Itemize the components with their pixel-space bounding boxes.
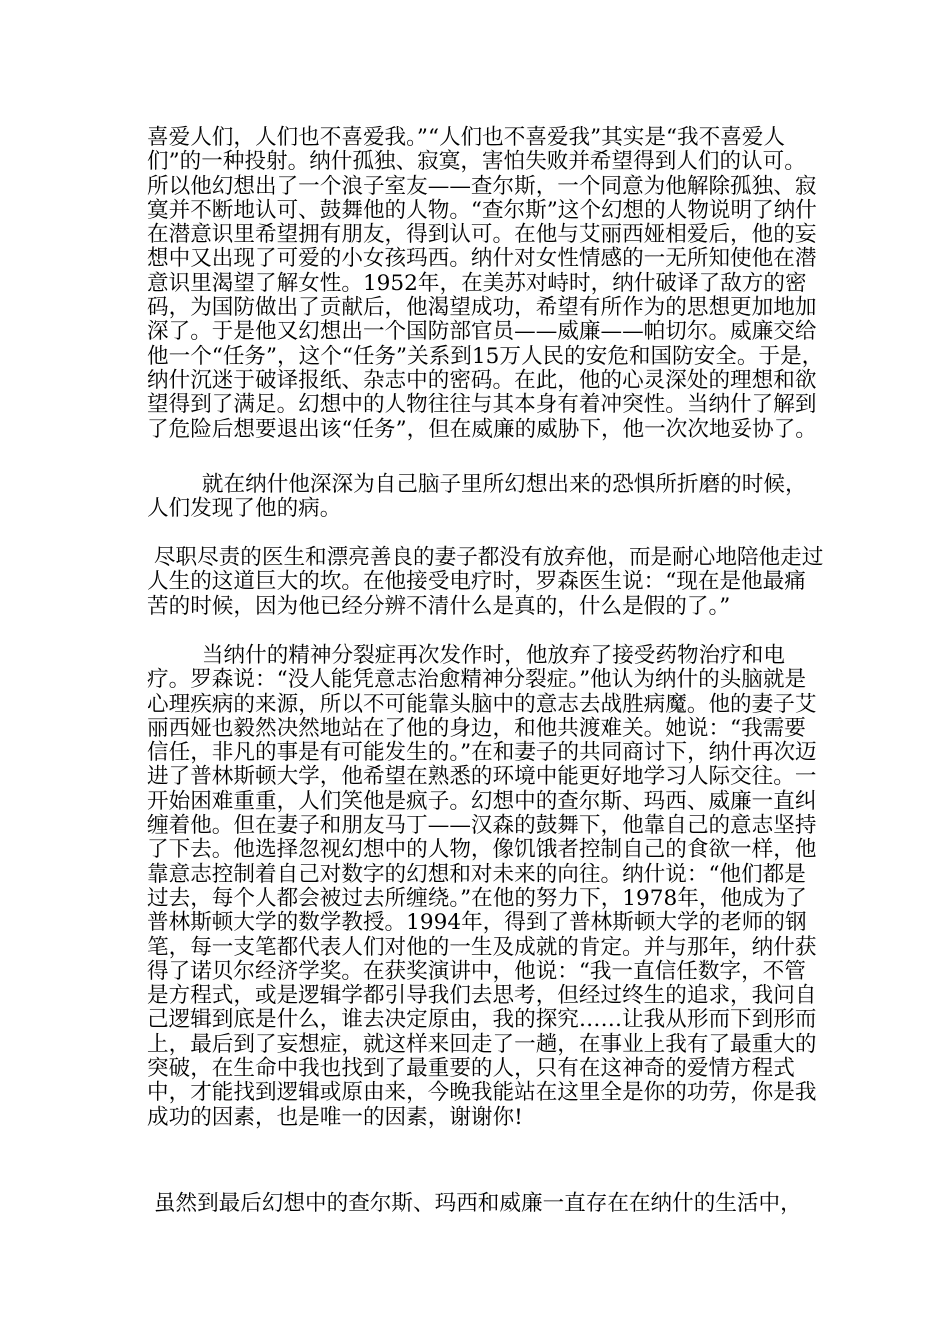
paragraph-illness-discovered: 就在纳什他深深为自己脑子里所幻想出来的恐惧所折磨的时候，人们发现了他的病。 xyxy=(147,472,807,522)
paragraph-doctor-and-wife: 尽职尽责的医生和漂亮善良的妻子都没有放弃他，而是耐心地陪他走过人生的这道巨大的坎。在他接受电疗时，罗森医生说：“现在是他最痛苦的时候，因为他已经分辨不清什么是真的，什么是假的了。” xyxy=(147,545,824,619)
paragraph-nash-fantasies: 喜爱人们，人们也不喜爱我。”“人们也不喜爱我”其实是“我不喜爱人们”的一种投射。纳什孤独、寂寞，害怕失败并希望得到人们的认可。所以他幻想出了一个浪子室友——查尔斯，一个同意为他解除孤独、寂寞并不断地认可、鼓舞他的人物。“查尔斯”这个幻想的人物说明了纳什在潜意识里希望拥有朋友，得到认可。在他与艾丽西娅相爱后，他的妄想中又出现了可爱的小女孩玛西。纳什对女性情感的一无所知使他在潜意识里渴望了解女性。1952年，在美苏对峙时，纳什破译了敌方的密码，为国防做出了贡献后，他渴望成功，希望有所作为的思想更加地加深了。于是他又幻想出一个国防部官员——威廉——帕切尔。威廉交给他一个“任务”，这个“任务”关系到15万人民的安危和国防安全。于是，纳什沉迷于破译报纸、杂志中的密码。在此，他的心灵深处的理想和欲望得到了满足。幻想中的人物往往与其本身有着冲突性。当纳什了解到了危险后想要退出该“任务”，但在威廉的威胁下，他一次次地妥协了。 xyxy=(147,125,824,442)
paragraph-recovery-and-nobel: 当纳什的精神分裂症再次发作时，他放弃了接受药物治疗和电疗。罗森说：“没人能凭意志治愈精神分裂症。”他认为纳什的头脑就是心理疾病的来源，所以不可能靠头脑中的意志去战胜病魔。他的妻子艾丽西娅也毅然决然地站在了他的身边，和他共渡难关。她说：“我需要信任，非凡的事是有可能发生的。”在和妻子的共同商讨下，纳什再次迈进了普林斯顿大学，他希望在熟悉的环境中能更好地学习人际交往。一开始困难重重，人们笑他是疯子。幻想中的查尔斯、玛西、威廉一直纠缠着他。但在妻子和朋友马丁——汉森的鼓舞下，他靠自己的意志坚持了下去。他选择忽视幻想中的人物，像饥饿者控制自己的食欲一样，他靠意志控制着自己对数字的幻想和对未来的向往。纳什说：“他们都是过去，每个人都会被过去所缠绕。”在他的努力下，1978年，他成为了普林斯顿大学的数学教授。1994年，得到了普林斯顿大学的老师的钢笔，每一支笔都代表人们对他的一生及成就的肯定。并与那年，纳什获得了诺贝尔经济学奖。在获奖演讲中，他说：“我一直信任数字，不管是方程式，或是逻辑学都引导我们去思考，但经过终生的追求，我问自己逻辑到底是什么，谁去决定原由，我的探究……让我从形而下到形而上，最后到了妄想症，就这样来回走了一趟，在事业上我有了最重大的突破，在生命中我也找到了最重要的人，只有在这神奇的爱情方程式中，才能找到逻辑或原由来，今晚我能站在这里全是你的功劳，你是我成功的因素，也是唯一的因素，谢谢你! xyxy=(147,643,817,1130)
paragraph-conclusion-start: 虽然到最后幻想中的查尔斯、玛西和威廉一直存在在纳什的生活中， xyxy=(147,1191,802,1216)
